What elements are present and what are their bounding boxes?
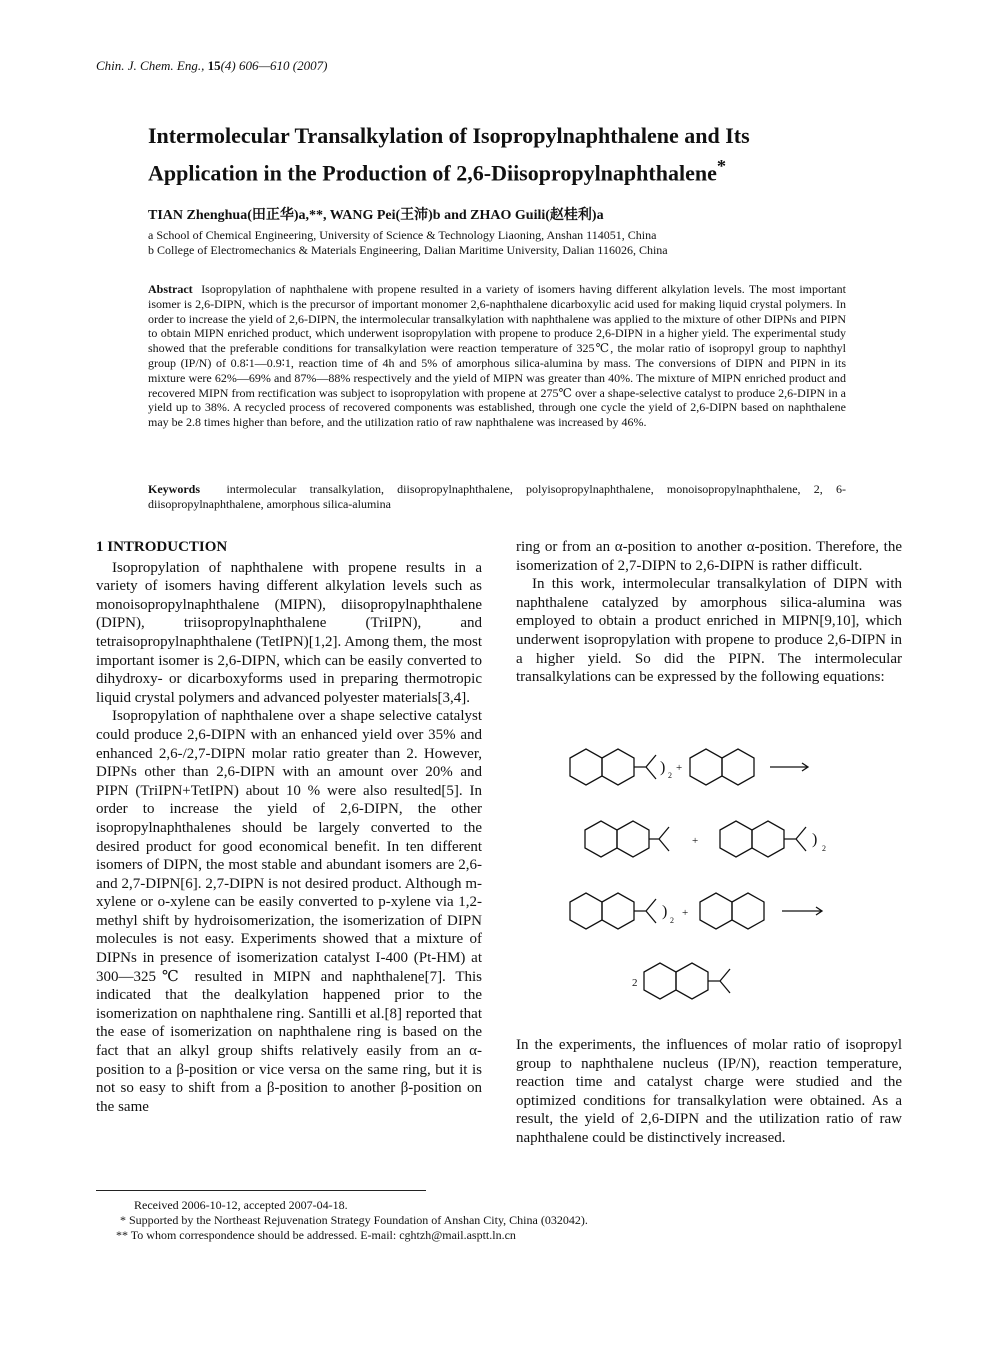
naphthalene-ring bbox=[570, 893, 602, 929]
naphthalene-ring bbox=[722, 749, 754, 785]
bracket-paren: ) bbox=[812, 831, 818, 848]
right-column-bottom bbox=[516, 1036, 902, 1148]
naphthalene-ring bbox=[720, 821, 752, 857]
abstract-label: Abstract bbox=[148, 282, 193, 296]
naphthalene-ring bbox=[676, 963, 708, 999]
naphthalene-ring bbox=[690, 749, 722, 785]
footnote-correspondence: ** To whom correspondence should be addressed. E-mail: cghtzh@mail.asptt.ln.cn bbox=[116, 1228, 516, 1242]
affiliation-a: a School of Chemical Engineering, University of Science & Technology Liaoning, Anshan 114051, China bbox=[148, 228, 657, 242]
equation-1-row bbox=[570, 749, 808, 785]
coefficient: 2 bbox=[632, 977, 638, 989]
equation-2-row bbox=[570, 893, 822, 929]
naphthalene-ring bbox=[644, 963, 676, 999]
intro-paragraph-2-continued: ring or from an α-position to another α-position. Therefore, the isomerization of 2,7-DIPN to 2,6-DIPN is rather difficult. bbox=[516, 539, 902, 574]
journal-volume: 15 bbox=[207, 58, 221, 73]
intro-paragraph-3: In this work, intermolecular transalkylation of DIPN with naphthalene catalyzed by amorphous silica-alumina was employed to obtain a product enriched in MIPN[9,10], which underwent isopropylation with propene to produce 2,6-DIPN in a higher yield. So did the PIPN. The intermolecular transalkylations can be expressed by the following equations: bbox=[516, 576, 902, 686]
isopropyl-group bbox=[634, 755, 656, 779]
title-line-2 bbox=[148, 151, 868, 188]
isopropyl-group bbox=[784, 827, 806, 851]
keywords-text: intermolecular transalkylation, diisopropylnaphthalene, polyisopropylnaphthalene, monoisopropylnaphthalene, 2, 6-diisopropylnaphthalene, amorphous silica-alumina bbox=[148, 482, 846, 511]
subscript-2: 2 bbox=[822, 844, 826, 853]
keywords-label: Keywords bbox=[148, 482, 200, 496]
right-column-top bbox=[516, 538, 902, 687]
naphthalene-ring bbox=[585, 821, 617, 857]
reaction-arrow bbox=[770, 763, 808, 771]
naphthalene-ring bbox=[602, 749, 634, 785]
naphthalene-ring bbox=[617, 821, 649, 857]
isopropyl-group bbox=[649, 827, 669, 851]
plus-sign: + bbox=[676, 762, 683, 774]
transalkylation-scheme bbox=[560, 738, 860, 1028]
intro-paragraph-1: Isopropylation of naphthalene with propene results in a variety of isomers having different alkylation levels such as monoisopropylnaphthalene (MIPN), diisopropylnaphthalene (DIPN), triisopropylnaphthalene (TriIPN), and tetraisopropylnaphthalene (TetIPN)[1,2]. Among them, the most important isomer is 2,6-DIPN, which can be easily converted to dihydroxy- or dicarboxyforms used in preparing thermotropic liquid crystal polymers and advanced polyester materials[3,4]. bbox=[96, 559, 482, 706]
title-line-2-text: Application in the Production of 2,6-Diisopropylnaphthalene bbox=[148, 160, 717, 186]
abstract bbox=[148, 282, 846, 430]
footnote-support: * Supported by the Northeast Rejuvenation Strategy Foundation of Anshan City, China (032042). bbox=[120, 1213, 588, 1227]
keywords bbox=[148, 482, 846, 512]
left-column bbox=[96, 538, 482, 1116]
isopropyl-group bbox=[708, 969, 730, 993]
title-footnote-mark: * bbox=[716, 156, 727, 176]
plus-sign: + bbox=[682, 907, 689, 919]
naphthalene-ring bbox=[732, 893, 764, 929]
journal-issue-pages: (4) 606—610 (2007) bbox=[220, 58, 328, 73]
bracket-paren: ) bbox=[662, 903, 668, 920]
bracket-paren: ) bbox=[660, 759, 666, 776]
footnote-rule bbox=[96, 1190, 426, 1191]
intro-paragraph-4: In the experiments, the influences of molar ratio of isopropyl group to naphthalene nucleus (IP/N), reaction temperature, reaction time and catalyst charge were studied and the optimized conditions for transalkylation were obtained. As a result, the yield of 2,6-DIPN and the utilization ratio of raw naphthalene could be distinctively increased. bbox=[516, 1037, 902, 1146]
naphthalene-ring bbox=[752, 821, 784, 857]
section-heading: 1 INTRODUCTION bbox=[96, 539, 228, 555]
naphthalene-ring bbox=[700, 893, 732, 929]
intro-paragraph-2: Isopropylation of naphthalene over a shape selective catalyst could produce 2,6-DIPN with an enhanced yield over 35% and enhanced 2,6-/2,7-DIPN molar ratio greater than 2. However, DIPNs other than 2,6-DIPN with an amount over 20% and PIPN (TriIPN+TetIPN) about 10 % were also resulted[5]. In order to increase the yield of 2,6-DIPN, the other isopropylnaphthalenes should be largely converted to the desired product for good economical benefit. In ten different isomers of DIPN, the most stable and abundant isomers are 2,6- and 2,7-DIPN[6]. 2,7-DIPN is not desired product. Although m-xylene or o-xylene can be easily converted to p-xylene via 1,2-methyl shift by hydroisomerization, the isomerization of DIPN molecules is not easy. Experiments showed that a mixture of DIPNs in presence of isomerization catalyst I-400 (Pt-HM) at 300—325℃ resulted in MIPN and naphthalene[7]. This indicated that the dealkylation happened prior to the isomerization on naphthalene ring. Santilli et al.[8] reported that the ease of isomerization on naphthalene ring is based on the fact that an alkyl group shifts relatively easily from an α-position to a β-position or vice versa on the same ring, but it is not so easy to shift from a β-position to another β-position on the same bbox=[96, 708, 482, 1115]
journal-name: Chin. J. Chem. Eng., bbox=[96, 58, 205, 73]
author-list: TIAN Zhenghua(田正华)a,**, WANG Pei(王沛)b and ZHAO Guili(赵桂利)a bbox=[148, 208, 604, 223]
subscript-2: 2 bbox=[670, 916, 674, 925]
equation-1-products bbox=[585, 821, 826, 857]
subscript-2: 2 bbox=[668, 771, 672, 780]
affiliation-b: b College of Electromechanics & Materials Engineering, Dalian Maritime University, Dalian 116026, China bbox=[148, 243, 668, 257]
journal-citation bbox=[96, 58, 327, 74]
plus-sign: + bbox=[692, 835, 699, 847]
footnote-received: Received 2006-10-12, accepted 2007-04-18. bbox=[134, 1198, 348, 1212]
title-line-1: Intermolecular Transalkylation of Isopropylnaphthalene and Its bbox=[148, 123, 750, 148]
naphthalene-ring bbox=[602, 893, 634, 929]
equation-2-product bbox=[632, 963, 730, 999]
reaction-arrow bbox=[782, 907, 822, 915]
paper-title bbox=[148, 120, 868, 188]
isopropyl-group bbox=[634, 899, 656, 923]
naphthalene-ring bbox=[570, 749, 602, 785]
abstract-text: Isopropylation of naphthalene with propene resulted in a variety of isomers having different alkylation levels. The most important isomer is 2,6-DIPN, which is the precursor of important monomer 2,6-naphthalene dicarboxylic acid used for making liquid crystal polymers. In order to increase the yield of 2,6-DIPN, the intermolecular transalkylation with naphthalene was applied to the mixture of other DIPNs and PIPN to obtain MIPN enriched product, which underwent isopropylation with propene to produce 2,6-DIPN in a higher yield. The experimental study showed that the preferable conditions for transalkylation were reaction temperature of 325℃, the molar ratio of isopropyl group to naphthyl group (IP/N) of 0.8∶1—0.9∶1, reaction time of 4h and 5% of amorphous silica-alumina by mass. The conversions of DIPN and PIPN in its mixture were 62%—69% and 87%—88% respectively and the yield of MIPN was greater than 40%. The mixture of MIPN enriched product and recovered MIPN from rectification was subject to isopropylation with propene at 275℃ over a shape-selective catalyst to produce 2,6-DIPN in a yield up to 38%. A recycled process of recovered components was established, through one cycle the yield of 2,6-DIPN based on naphthalene may be 2.8 times higher than before, and the utilization ratio of raw naphthalene was increased by 46%. bbox=[148, 282, 847, 430]
